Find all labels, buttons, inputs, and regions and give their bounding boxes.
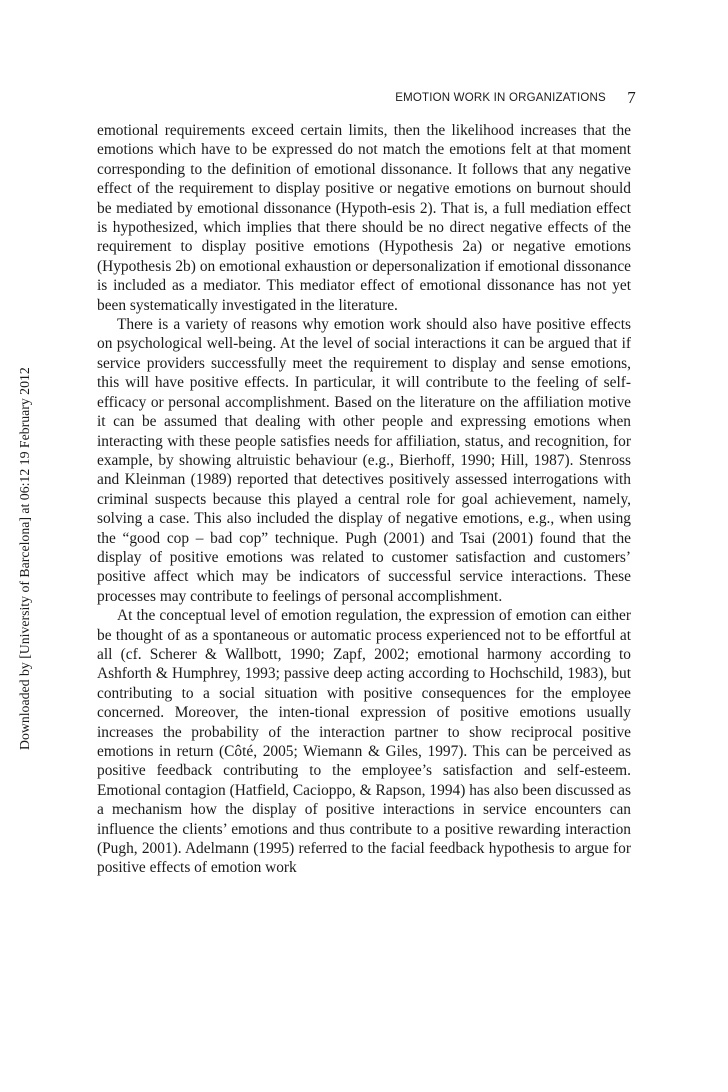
running-head-title: EMOTION WORK IN ORGANIZATIONS bbox=[395, 92, 606, 104]
body-text bbox=[97, 121, 631, 878]
paragraph: At the conceptual level of emotion regulation, the expression of emotion can either be thought of as a spontaneous or automatic process experienced not to be effortful at all (cf. Scherer & Wallbott, 1990; Zapf, 2002; emotional harmony according to Ashforth & Humphrey, 1993; passive deep acting according to Hochschild, 1983), but contributing to a social situation with positive consequences for the employee concerned. Moreover, the inten-tional expression of positive emotions usually increases the probability of the interaction partner to show reciprocal positive emotions in return (Côté, 2005; Wiemann & Giles, 1997). This can be perceived as positive feedback contributing to the employee’s satisfaction and self-esteem. Emotional contagion (Hatfield, Cacioppo, & Rapson, 1994) has also been discussed as a mechanism how the display of positive interactions in service encounters can influence the clients’ emotions and thus contribute to a positive rewarding interaction (Pugh, 2001). Adelmann (1995) referred to the facial feedback hypothesis to argue for positive effects of emotion work bbox=[97, 607, 631, 877]
running-head bbox=[0, 88, 636, 108]
download-watermark: Downloaded by [University of Barcelona] at 06:12 19 February 2012 bbox=[17, 367, 32, 750]
paragraph: There is a variety of reasons why emotion work should also have positive effects on psychological well-being. At the level of social interactions it can be argued that if service providers successfully meet the requirement to display and sense emotions, this will have positive effects. In particular, it will contribute to the feeling of self-efficacy or personal accomplishment. Based on the literature on the affiliation motive it can be assumed that dealing with other people and expressing emotions when interacting with these people satisfies needs for affiliation, status, and recognition, for example, by showing altruistic behaviour (e.g., Bierhoff, 1990; Hill, 1987). Stenross and Kleinman (1989) reported that detectives positively assessed interrogations with criminal suspects because this played a central role for goal achievement, namely, solving a case. This also included the display of negative emotions, e.g., when using the “good cop – bad cop” technique. Pugh (2001) and Tsai (2001) found that the display of positive emotions was related to customer satisfaction and customers’ positive affect which may be indicators of successful service interactions. These processes may contribute to feelings of personal accomplishment. bbox=[97, 316, 631, 605]
paragraph-continued: emotional requirements exceed certain limits, then the likelihood increases that the emotions which have to be expressed do not match the emotions felt at that moment corresponding to the definition of emotional dissonance. It follows that any negative effect of the requirement to display positive or negative emotions on burnout should be mediated by emotional dissonance (Hypoth-esis 2). That is, a full mediation effect is hypothesized, which implies that there should be no direct negative effects of the requirement to display positive emotions (Hypothesis 2a) or negative emotions (Hypothesis 2b) on emotional exhaustion or depersonalization if emotional dissonance is included as a mediator. This mediator effect of emotional dissonance has not yet been systematically investigated in the literature. bbox=[97, 122, 631, 314]
page-number: 7 bbox=[627, 88, 636, 107]
